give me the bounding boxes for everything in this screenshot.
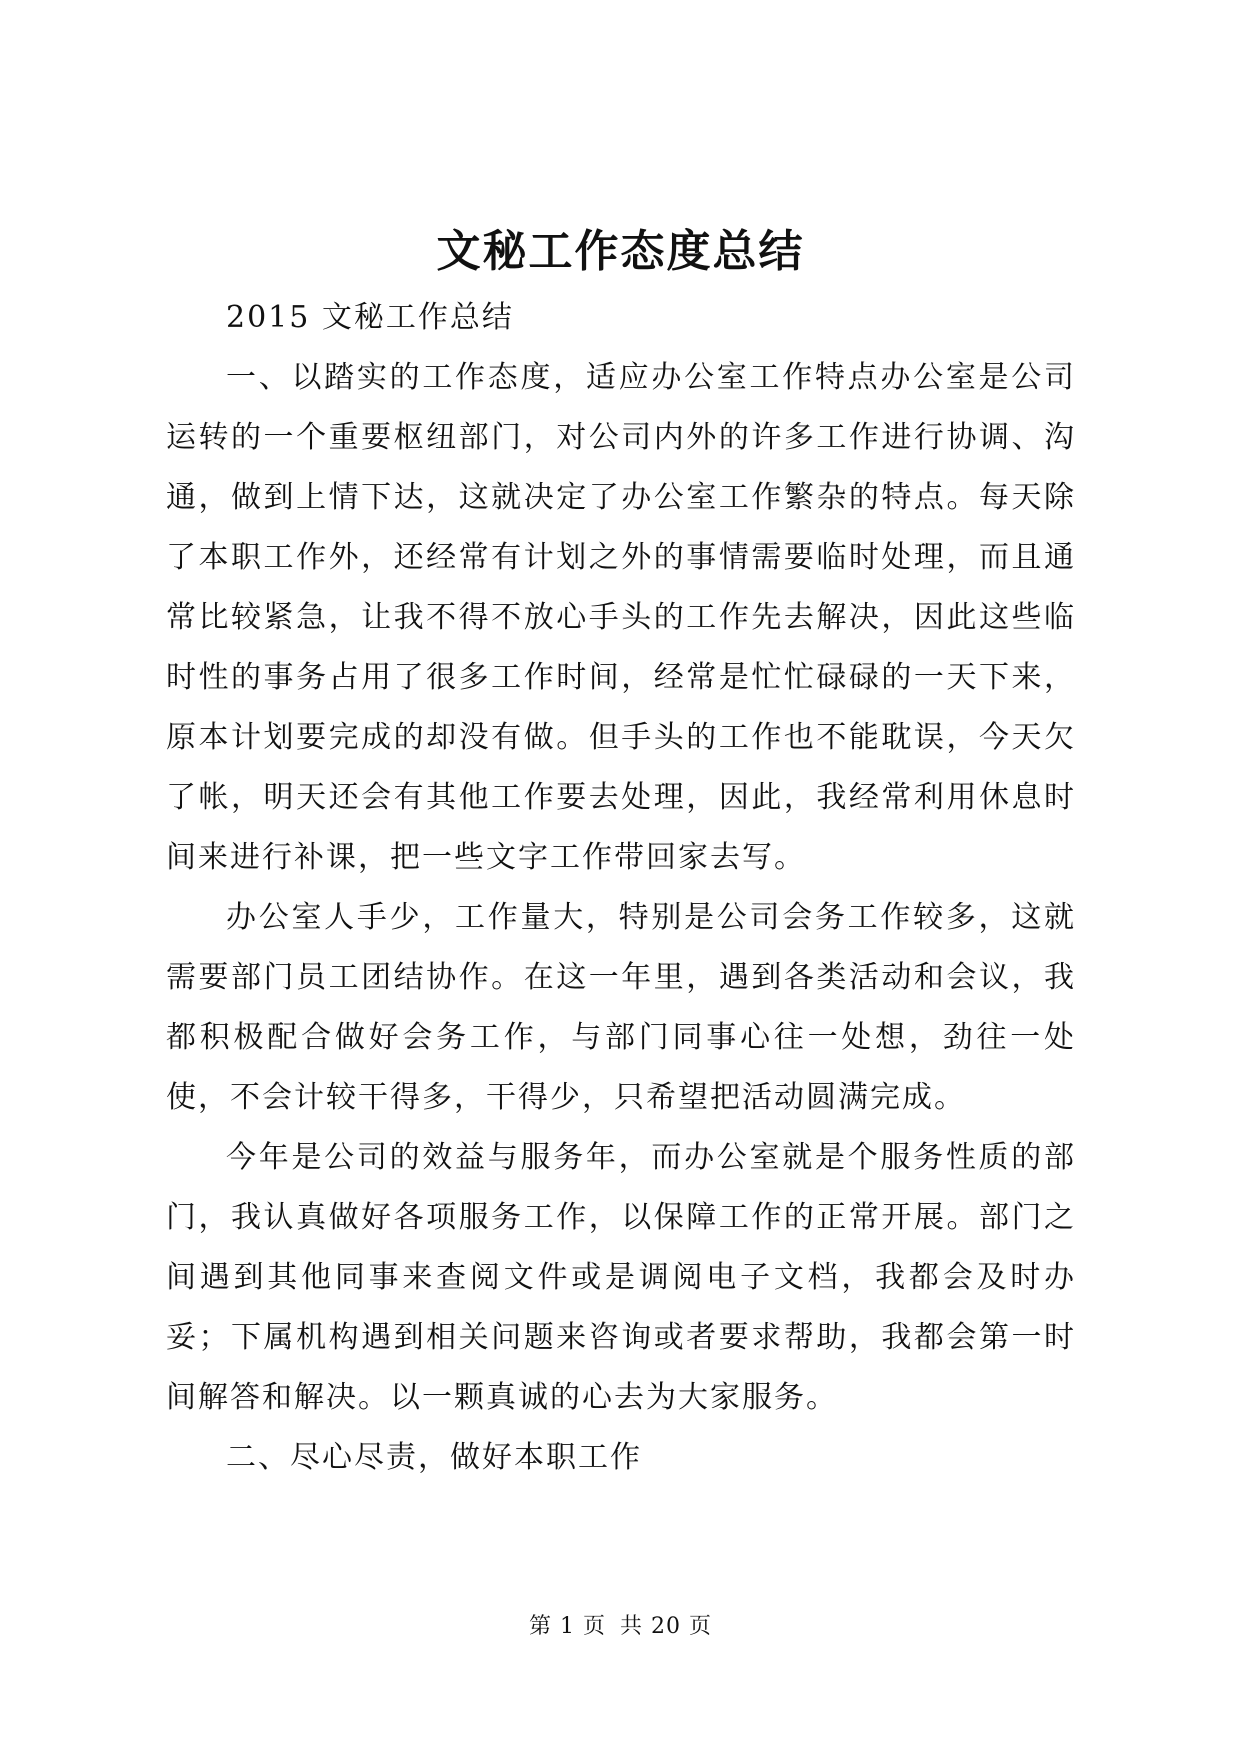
paragraph-section-one: 一、以踏实的工作态度，适应办公室工作特点办公室是公司运转的一个重要枢纽部门，对公司内外的许多工作进行协调、沟通，做到上情下达，这就决定了办公室工作繁杂的特点。每天除了本职工作外，还经常有计划之外的事情需要临时处理，而且通常比较紧急，让我不得不放心手头的工作先去解决，因此这些临时性的事务占用了很多工作时间，经常是忙忙碌碌的一天下来，原本计划要完成的却没有做。但手头的工作也不能耽误，今天欠了帐，明天还会有其他工作要去处理，因此，我经常利用休息时间来进行补课，把一些文字工作带回家去写。 bbox=[166, 360, 1076, 875]
paragraph-service: 今年是公司的效益与服务年，而办公室就是个服务性质的部门，我认真做好各项服务工作，以保障工作的正常开展。部门之间遇到其他同事来查阅文件或是调阅电子文档，我都会及时办妥；下属机构遇到相关问题来咨询或者要求帮助，我都会第一时间解答和解决。以一颗真诚的心去为大家服务。 bbox=[166, 1140, 1076, 1415]
page-footer bbox=[0, 1612, 1241, 1642]
paragraph-teamwork: 办公室人手少，工作量大，特别是公司会务工作较多，这就需要部门员工团结协作。在这一年里，遇到各类活动和会议，我都积极配合做好会务工作，与部门同事心往一处想，劲往一处使，不会计较干得多，干得少，只希望把活动圆满完成。 bbox=[166, 900, 1076, 1115]
page-total: 共 20 页 bbox=[620, 1614, 712, 1639]
document-body bbox=[166, 288, 1076, 1488]
paragraph-section-two: 二、尽心尽责，做好本职工作 bbox=[226, 1440, 642, 1475]
document-title: 文秘工作态度总结 bbox=[436, 226, 805, 277]
paragraph-subtitle: 2015 文秘工作总结 bbox=[226, 300, 514, 335]
page-number: 第 1 页 bbox=[529, 1614, 606, 1639]
